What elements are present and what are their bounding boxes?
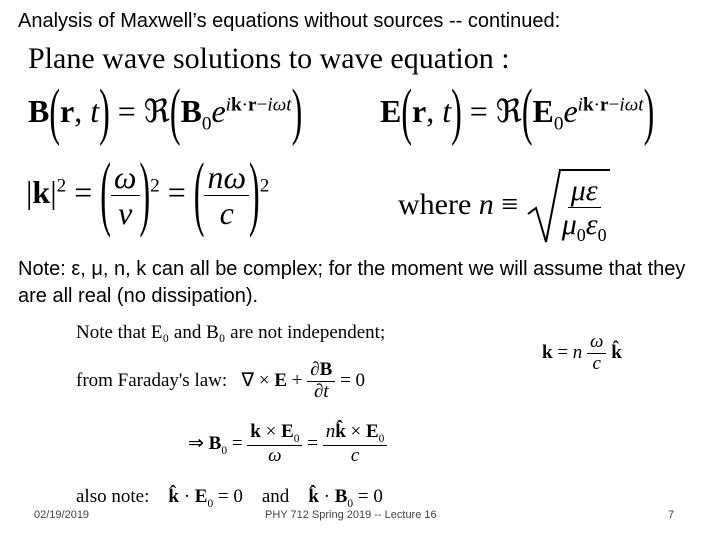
- wavevector-definition: k = n $\frac{\omega}{c}$ k̂: [542, 331, 622, 374]
- transversality-conditions: also note: k̂ · $E_0 = 0$ and k̂ · $B_0 = 0$: [76, 486, 383, 510]
- where-label: where: [398, 187, 472, 221]
- b-field-plane-wave-equation: B(r, $t) = ℜ(B_0e^{ik\cdot r-i\omega t})$: [28, 74, 303, 147]
- square-root-sign: [526, 168, 562, 246]
- dispersion-relation-equation: $|k|^2$ = ( $\frac{\omega}{v}$ )$^2$ = ( $\frac{n\omega}{c}$ )$^2$: [26, 144, 270, 239]
- also-note-label: also note:: [76, 486, 150, 507]
- e-field-plane-wave-equation: E(r, $t) = ℜ(E_0e^{ik\cdot r-i\omega t})$: [380, 74, 655, 147]
- not-independent-statement: Note that E₀ and B₀ are not independent;: [76, 322, 386, 343]
- footer-date: 02/19/2019: [34, 509, 90, 521]
- slide-title: Analysis of Maxwell’s equations without sources -- continued:: [18, 10, 561, 32]
- faraday-law-label: from Faraday's law:: [76, 369, 228, 391]
- complex-parameters-note: Note: ε, μ, n, k can all be complex; for the moment we will assume that they are all real (no dissipation).: [18, 258, 686, 307]
- refractive-index-definition: where n ≡ $\frac{\mu\varepsilon}{\mu_0\varepsilon_0}$: [398, 168, 610, 246]
- footer-course: PHY 712 Spring 2019 -- Lecture 16: [265, 509, 437, 521]
- footer-page-number: 7: [668, 509, 675, 521]
- equation-heading: Plane wave solutions to wave equation :: [28, 42, 510, 75]
- faraday-law-equation: from Faraday's law: ∇ × E + $\frac{\partial B}{\partial t}$ = 0: [76, 359, 366, 402]
- b0-from-e0-equation: ⇒ $B_0$ = $\frac{k \times E_0}{\omega}$ = $\frac{nk̂ \times E_0}{c}$: [188, 422, 387, 467]
